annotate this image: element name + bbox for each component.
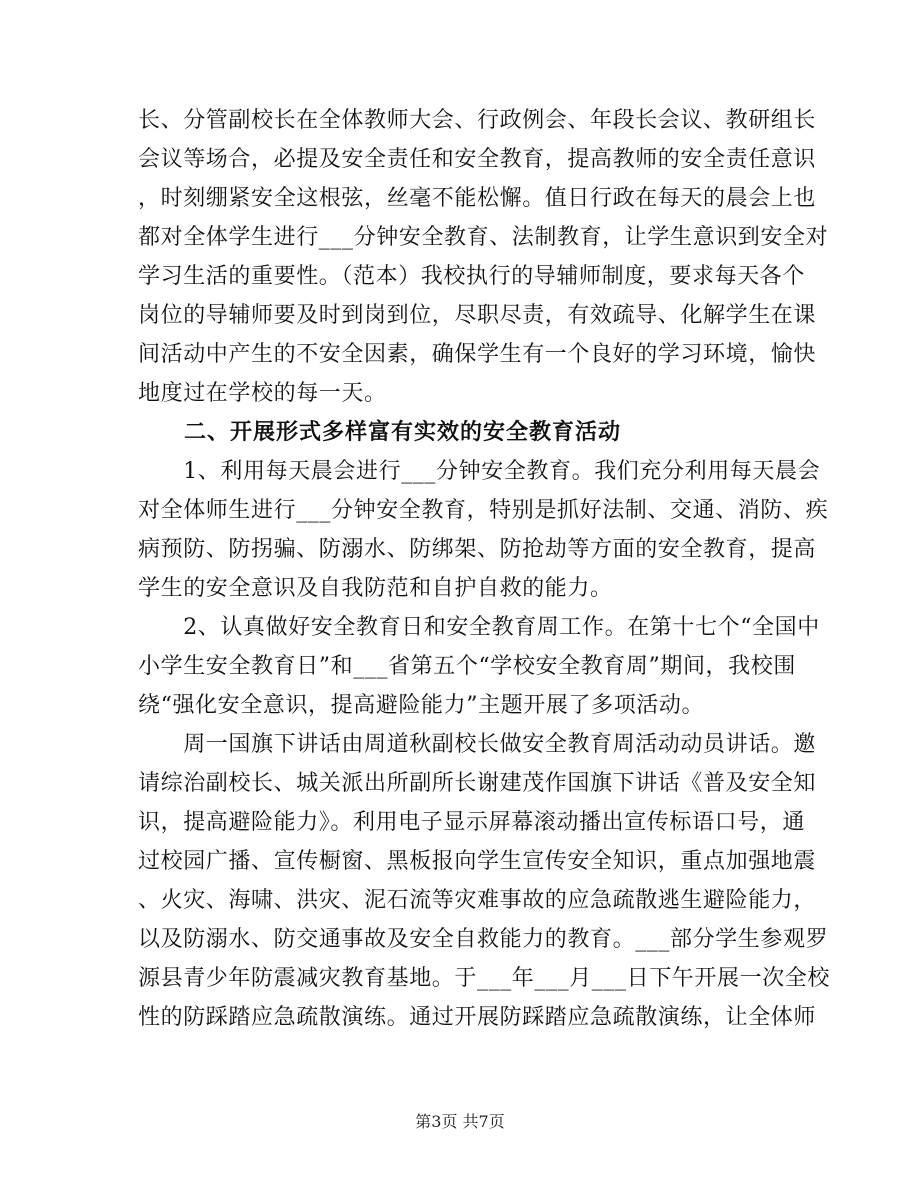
body-line: 1、利用每天晨会进行___分钟安全教育。我们充分利用每天晨会 — [138, 459, 821, 484]
body-line: ，时刻绷紧安全这根弦，丝毫不能松懈。值日行政在每天的晨会上也 — [138, 186, 817, 211]
body-line: 以及防溺水、防交通事故及安全自救能力的教育。___部分学生参观罗 — [138, 927, 829, 952]
body-line: 请综治副校长、城关派出所副所长谢建茂作国旗下讲话《普及安全知 — [138, 771, 817, 796]
body-line: 长、分管副校长在全体教师大会、行政例会、年段长会议、教研组长 — [138, 108, 817, 133]
body-line: 过校园广播、宣传橱窗、黑板报向学生宣传安全知识，重点加强地震 — [138, 849, 817, 874]
body-line: 源县青少年防震减灾教育基地。于___年___月___日下午开展一次全校 — [138, 966, 831, 991]
section-heading: 二、开展形式多样富有实效的安全教育活动 — [138, 420, 622, 445]
body-line: 地度过在学校的每一天。 — [138, 381, 387, 406]
body-line: 性的防踩踏应急疏散演练。通过开展防踩踏应急疏散演练，让全体师 — [138, 1005, 817, 1030]
body-line: 会议等场合，必提及安全责任和安全教育，提高教师的安全责任意识 — [138, 147, 817, 172]
body-line: 病预防、防拐骗、防溺水、防绑架、防抢劫等方面的安全教育，提高 — [138, 537, 817, 562]
body-line: 学习生活的重要性。（范本）我校执行的导辅师制度，要求每天各个 — [138, 264, 806, 289]
body-line: 识，提高避险能力》。利用电子显示屏幕滚动播出宣传标语口号，通 — [138, 810, 806, 835]
body-line: 、火灾、海啸、洪灾、泥石流等灾难事故的应急疏散逃生避险能力， — [138, 888, 817, 913]
body-line: 小学生安全教育日”和___省第五个“学校安全教育周”期间，我校围 — [138, 654, 796, 679]
page-number-footer: 第3页 共7页 — [415, 1112, 505, 1131]
body-line: 都对全体学生进行___分钟安全教育、法制教育，让学生意识到安全对 — [138, 225, 829, 250]
body-line: 周一国旗下讲话由周道秋副校长做安全教育周活动动员讲话。邀 — [138, 732, 817, 757]
body-line: 绕“强化安全意识，提高避险能力”主题开展了多项活动。 — [138, 693, 705, 718]
body-line: 间活动中产生的不安全因素，确保学生有一个良好的学习环境，愉快 — [138, 342, 817, 367]
body-line: 学生的安全意识及自我防范和自护自救的能力。 — [138, 576, 613, 601]
body-line: 对全体师生进行___分钟安全教育，特别是抓好法制、交通、消防、疾 — [138, 498, 829, 523]
body-line: 2、认真做好安全教育日和安全教育周工作。在第十七个“全国中 — [138, 615, 820, 640]
body-line: 岗位的导辅师要及时到岗到位，尽职尽责，有效疏导、化解学生在课 — [138, 303, 817, 328]
